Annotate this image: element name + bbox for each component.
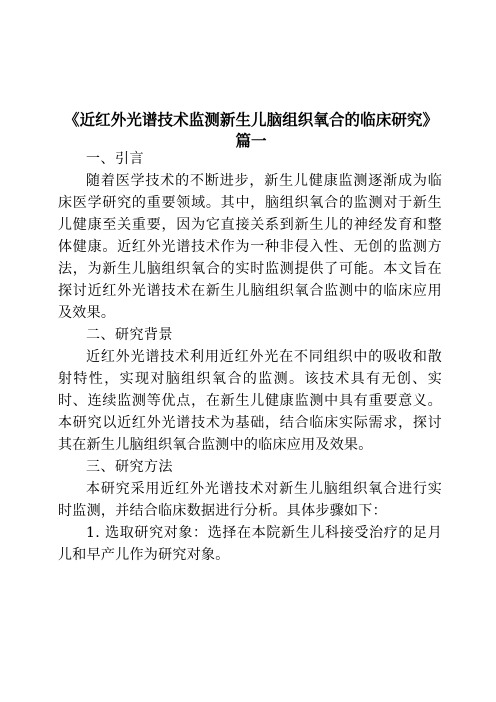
section-heading-methods: 三、研究方法 <box>86 459 173 475</box>
document-title: 《近红外光谱技术监测新生儿脑组织氧合的临床研究》篇一 <box>64 110 438 150</box>
paragraph-step-1: 1. 选取研究对象：选择在本院新生儿科接受治疗的足月儿和早产儿作为研究对象。 <box>58 525 442 563</box>
section-heading-introduction: 一、引言 <box>86 151 144 167</box>
section-heading-background: 二、研究背景 <box>86 327 173 343</box>
paragraph-background: 近红外光谱技术利用近红外光在不同组织中的吸收和散射特性，实现对脑组织氧合的监测。该技术具有无创、实时、连续监测等优点，在新生儿健康监测中具有重要意义。本研究以近红外光谱技术为基础，结合临床实际需求，探讨其在新生儿脑组织氧合监测中的临床应用及效果。 <box>58 349 442 453</box>
paragraph-methods: 本研究采用近红外光谱技术对新生儿脑组织氧合进行实时监测，并结合临床数据进行分析。具体步骤如下： <box>58 481 442 519</box>
paragraph-introduction: 随着医学技术的不断进步，新生儿健康监测逐渐成为临床医学研究的重要领域。其中，脑组织氧合的监测对于新生儿健康至关重要，因为它直接关系到新生儿的神经发育和整体健康。近红外光谱技术作为一种非侵入性、无创的监测方法，为新生儿脑组织氧合的实时监测提供了可能。本文旨在探讨近红外光谱技术在新生儿脑组织氧合监测中的临床应用及效果。 <box>58 173 442 321</box>
document-body <box>58 148 442 566</box>
